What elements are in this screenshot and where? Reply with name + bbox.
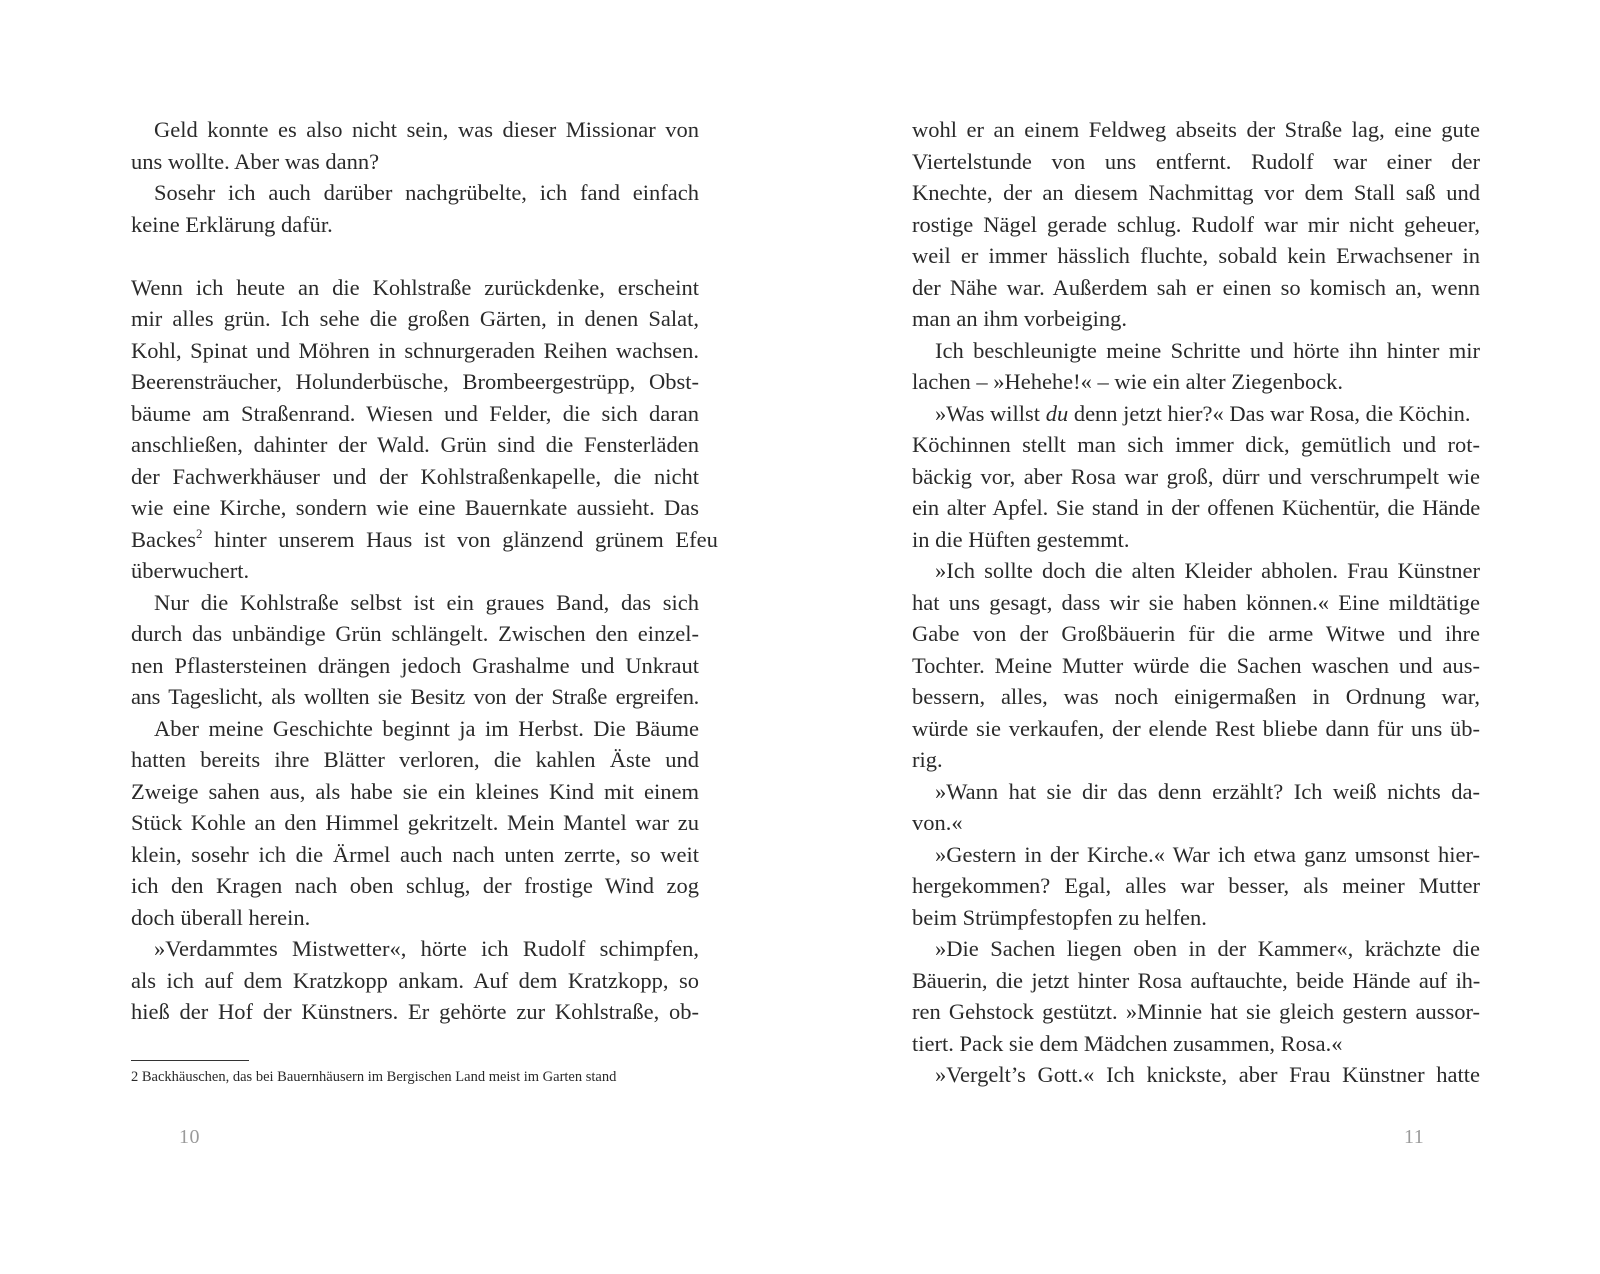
- text-line: ich den Kragen nach oben schlug, der frostige Wind zog: [131, 873, 699, 898]
- left-page-text: [131, 114, 718, 1028]
- text-line-with-emphasis: [912, 398, 1480, 430]
- text-line: Stück Kohle an den Himmel gekritzelt. Mein Mantel war zu: [131, 810, 699, 835]
- text-line: doch überall herein.: [131, 904, 311, 930]
- text-line: Geld konnte es also nicht sein, was dieser Missionar von: [154, 117, 699, 142]
- text-line: klein, sosehr ich die Ärmel auch nach unten zerrte, so weit: [131, 841, 699, 867]
- text-line: ren Gehstock gestützt. »Minnie hat sie gleich gestern aussor-: [912, 999, 1480, 1024]
- text-line: hatten bereits ihre Blätter verloren, die kahlen Äste und: [131, 747, 699, 772]
- footnote-rule: [131, 1060, 249, 1061]
- text-line: »Vergelt’s Gott.« Ich knickste, aber Frau Künstner hatte: [935, 1062, 1480, 1087]
- left-page: [131, 114, 718, 1028]
- text-line: »Ich sollte doch die alten Kleider abholen. Frau Künstner: [935, 558, 1480, 583]
- right-page-text: [912, 114, 1480, 1091]
- text-line: als ich auf dem Kratzkopp ankam. Auf dem Kratzkopp, so: [131, 967, 699, 993]
- text-line-with-footnote-ref: [131, 524, 718, 556]
- text-line: der Nähe war. Außerdem sah er einen so komisch an, wenn: [912, 274, 1480, 300]
- text-line: rostige Nägel gerade schlug. Rudolf war mir nicht geheuer,: [912, 211, 1480, 237]
- text-line: Aber meine Geschichte beginnt ja im Herbst. Die Bäume: [154, 715, 699, 741]
- text-line: bäckig vor, aber Rosa war groß, dürr und verschrumpelt wie: [912, 463, 1480, 489]
- emphasis-text: du: [1045, 400, 1069, 426]
- text-line: Knechte, der an diesem Nachmittag vor dem Stall saß und: [912, 180, 1480, 205]
- text-line: Kohl, Spinat und Möhren in schnurgeraden Reihen wachsen.: [131, 337, 699, 363]
- text-line: mir alles grün. Ich sehe die großen Gärten, in denen Salat,: [131, 306, 699, 331]
- text-fragment: »Was willst: [935, 400, 1046, 426]
- text-line: keine Erklärung dafür.: [131, 211, 333, 237]
- text-line: »Die Sachen liegen oben in der Kammer«, krächzte die: [935, 936, 1480, 961]
- text-line: »Gestern in der Kirche.« War ich etwa ganz umsonst hier-: [935, 841, 1480, 867]
- text-line: wie eine Kirche, sondern wie eine Bauernkate aussieht. Das: [131, 495, 699, 520]
- text-fragment: hinter unserem Haus ist von glänzend grünem Efeu: [202, 526, 718, 552]
- text-line: beim Strümpfestopfen zu helfen.: [912, 904, 1207, 930]
- text-line: Tochter. Meine Mutter würde die Sachen waschen und aus-: [912, 652, 1480, 678]
- text-line: ein alter Apfel. Sie stand in der offenen Küchentür, die Hände: [912, 495, 1480, 520]
- text-line: bäume am Straßenrand. Wiesen und Felder, die sich daran: [131, 400, 699, 426]
- text-line: durch das unbändige Grün schlängelt. Zwischen den einzel-: [131, 621, 699, 646]
- footnote: 2 Backhäuschen, das bei Bauernhäusern im Bergischen Land meist im Garten stand: [131, 1069, 617, 1085]
- text-line: überwuchert.: [131, 558, 250, 583]
- section-break: [131, 240, 699, 272]
- text-line: nen Pflastersteinen drängen jedoch Grashalme und Unkraut: [131, 652, 699, 678]
- text-line: Wenn ich heute an die Kohlstraße zurückdenke, erscheint: [131, 274, 699, 300]
- text-fragment: denn jetzt hier?« Das war Rosa, die Köchin.: [1068, 400, 1471, 426]
- text-line: weil er immer hässlich fluchte, sobald kein Erwachsener in: [912, 243, 1480, 268]
- text-line: Nur die Kohlstraße selbst ist ein graues Band, das sich: [154, 589, 699, 615]
- text-line: uns wollte. Aber was dann?: [131, 148, 380, 174]
- text-line: würde sie verkaufen, der elende Rest bliebe dann für uns üb-: [912, 715, 1480, 741]
- text-line: »Verdammtes Mistwetter«, hörte ich Rudolf schimpfen,: [154, 936, 699, 961]
- footnote-marker: 2: [195, 525, 203, 541]
- page-number-left: 10: [179, 1126, 200, 1148]
- text-line: »Wann hat sie dir das denn erzählt? Ich weiß nichts da-: [935, 778, 1480, 804]
- text-line: Beerensträucher, Holunderbüsche, Brombeergestrüpp, Obst-: [131, 369, 699, 394]
- text-line: Köchinnen stellt man sich immer dick, gemütlich und rot-: [912, 432, 1480, 457]
- text-line: Gabe von der Großbäuerin für die arme Witwe und ihre: [912, 621, 1480, 646]
- text-line: Zweige sahen aus, als habe sie ein kleines Kind mit einem: [131, 778, 699, 804]
- text-line: hat uns gesagt, dass wir sie haben können.« Eine mildtätige: [912, 589, 1480, 615]
- text-line: bessern, alles, was noch einigermaßen in Ordnung war,: [912, 684, 1480, 709]
- text-fragment: Backes: [131, 526, 196, 552]
- text-line: rig.: [912, 747, 943, 772]
- text-line: wohl er an einem Feldweg abseits der Straße lag, eine gute: [912, 117, 1480, 142]
- text-line: von.«: [912, 810, 963, 835]
- text-line: anschließen, dahinter der Wald. Grün sind die Fensterläden: [131, 432, 699, 457]
- text-line: Sosehr ich auch darüber nachgrübelte, ich fand einfach: [154, 180, 699, 205]
- right-page: [912, 114, 1480, 1091]
- text-line: hieß der Hof der Künstners. Er gehörte zur Kohlstraße, ob-: [131, 999, 699, 1024]
- text-line: lachen – »Hehehe!« – wie ein alter Ziegenbock.: [912, 369, 1344, 394]
- text-line: tiert. Pack sie dem Mädchen zusammen, Rosa.«: [912, 1030, 1343, 1056]
- text-line: in die Hüften gestemmt.: [912, 526, 1130, 552]
- text-line: ans Tageslicht, als wollten sie Besitz von der Straße ergreifen.: [131, 684, 699, 709]
- text-line: Viertelstunde von uns entfernt. Rudolf war einer der: [912, 148, 1480, 174]
- text-line: Ich beschleunigte meine Schritte und hörte ihn hinter mir: [935, 337, 1480, 363]
- page-number-right: 11: [1404, 1126, 1425, 1148]
- text-line: Bäuerin, die jetzt hinter Rosa auftauchte, beide Hände auf ih-: [912, 967, 1480, 993]
- text-line: hergekommen? Egal, alles war besser, als meiner Mutter: [912, 873, 1480, 898]
- text-line: der Fachwerkhäuser und der Kohlstraßenkapelle, die nicht: [131, 463, 699, 489]
- text-line: man an ihm vorbeiging.: [912, 306, 1127, 331]
